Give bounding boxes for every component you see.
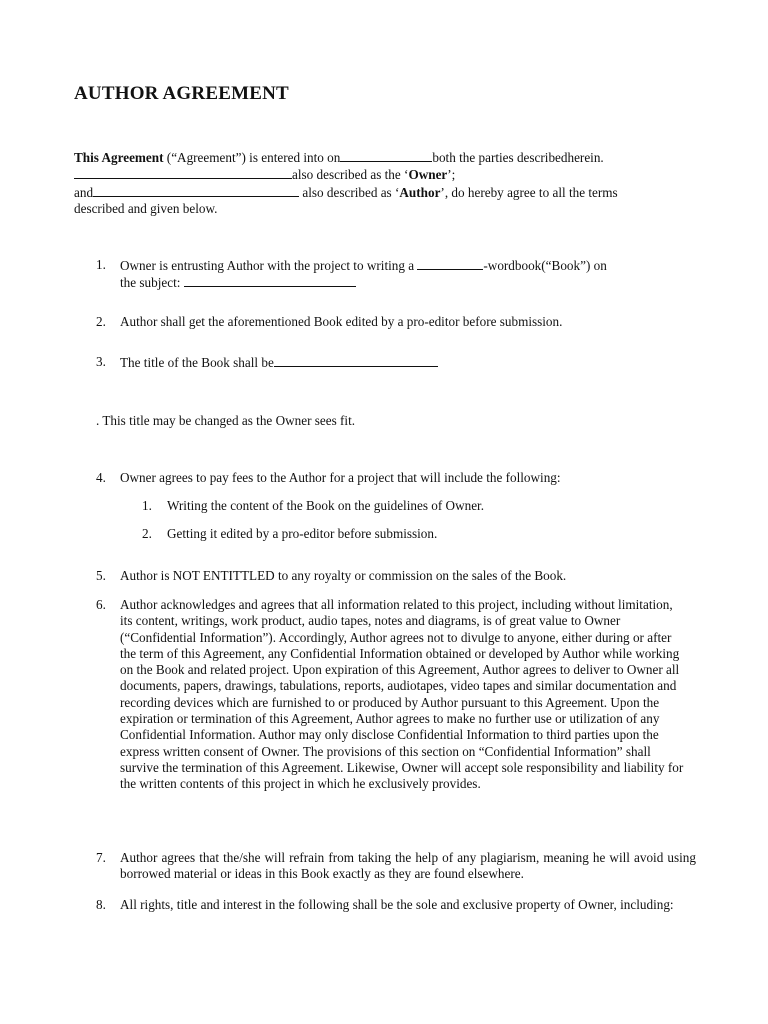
date-blank (340, 149, 432, 162)
this-agreement-label: This Agreement (74, 150, 164, 165)
clause-5 (96, 568, 696, 584)
clause-text: Owner agrees to pay fees to the Author for a project that will include the following: (120, 470, 561, 485)
word-count-blank (417, 257, 483, 270)
intro-text-4: ’; (447, 167, 456, 183)
clause-text: All rights, title and interest in the following shall be the sole and exclusive property of Owner, including: (120, 897, 674, 912)
clause-7 (96, 850, 696, 883)
book-title-blank (274, 354, 438, 367)
author-label: Author (399, 184, 441, 200)
clause-text: Author shall get the aforementioned Book edited by a pro-editor before submission. (120, 314, 563, 329)
clause-1-text-a: Owner is entrusting Author with the project to writing a (120, 258, 418, 273)
clause-text: Author agrees that the/she will refrain from taking the help of any plagiarism, meaning he will avoid using borrowed material or ideas in this Book exactly as they are found elsewhere. (120, 850, 696, 882)
subclause-4-1 (142, 498, 682, 514)
subject-blank (184, 274, 356, 287)
intro-text-6: ’, do hereby agree to all the terms (440, 184, 618, 200)
clause-number: 8. (96, 897, 106, 912)
intro-text-3: also described as the ‘ (292, 167, 409, 183)
intro-paragraph (74, 149, 694, 217)
author-name-blank (93, 184, 299, 197)
clause-text (120, 257, 696, 292)
intro-text-1: (“Agreement”) is entered into on (163, 150, 341, 165)
clause-4 (96, 470, 696, 486)
clause-number: 2. (96, 314, 106, 329)
clause-text: Author acknowledges and agrees that all information related to this project, including without limitation, its content, writings, work product, audio tapes, notes and diagrams, is of great value to Owner (“Confidential Information”). Accordingly, Author agrees not to divulge to anyone, either during or after the term of this Agreement, any Confidential Information obtained or developed by Author while working on the Book and related project. Upon expiration of this Agreement, Author agrees to deliver to Owner all documents, papers, drawings, tabulations, reports, audiotapes, video tapes and similar documentation and recording devices which are furnished to or produced by Author pursuant to this Agreement. Upon the expiration or termination of this Agreement, Author agrees to make no further use or utilization of any Confidential Information. Author may only disclose Confidential Information to third parties upon the express written consent of Owner. The provisions of this section on “Confidential Information” shall survive the termination of this Agreement. Likewise, Owner will accept sole responsibility and liability for the written contents of this project in which he exclusively provides. (120, 597, 684, 792)
clause-number: 3. (96, 354, 106, 369)
intro-text-5: also described as ‘ (299, 184, 400, 200)
subclause-number: 2. (142, 526, 152, 541)
clause-1-text-c: the subject: (120, 275, 184, 291)
clause-6 (96, 597, 684, 793)
clause-8 (96, 897, 696, 913)
title-change-note: . This title may be changed as the Owner sees fit. (96, 413, 356, 428)
subclause-4-2 (142, 526, 682, 542)
clause-3-text: The title of the Book shall be (120, 355, 274, 370)
clause-text (120, 354, 696, 371)
clause-number: 7. (96, 850, 106, 865)
clause-1-text-b: -wordbook(“Book”) on (483, 258, 607, 273)
clause-1 (96, 257, 696, 292)
intro-text-7: described and given below. (74, 200, 218, 216)
subclause-text: Getting it edited by a pro-editor before submission. (167, 526, 438, 541)
owner-label: Owner (408, 167, 448, 183)
clause-number: 4. (96, 470, 106, 485)
intro-text-2: both the parties describedherein. (432, 150, 604, 165)
document-title: AUTHOR AGREEMENT (74, 83, 289, 104)
clause-number: 6. (96, 597, 106, 612)
clause-number: 1. (96, 257, 106, 272)
clause-number: 5. (96, 568, 106, 583)
intro-and: and (74, 184, 94, 200)
owner-name-blank (74, 166, 292, 179)
clause-text: Author is NOT ENTITTLED to any royalty or commission on the sales of the Book. (120, 568, 567, 583)
clause-3 (96, 354, 696, 371)
clause-2 (96, 314, 696, 330)
subclause-number: 1. (142, 498, 152, 513)
subclause-text: Writing the content of the Book on the guidelines of Owner. (167, 498, 485, 513)
